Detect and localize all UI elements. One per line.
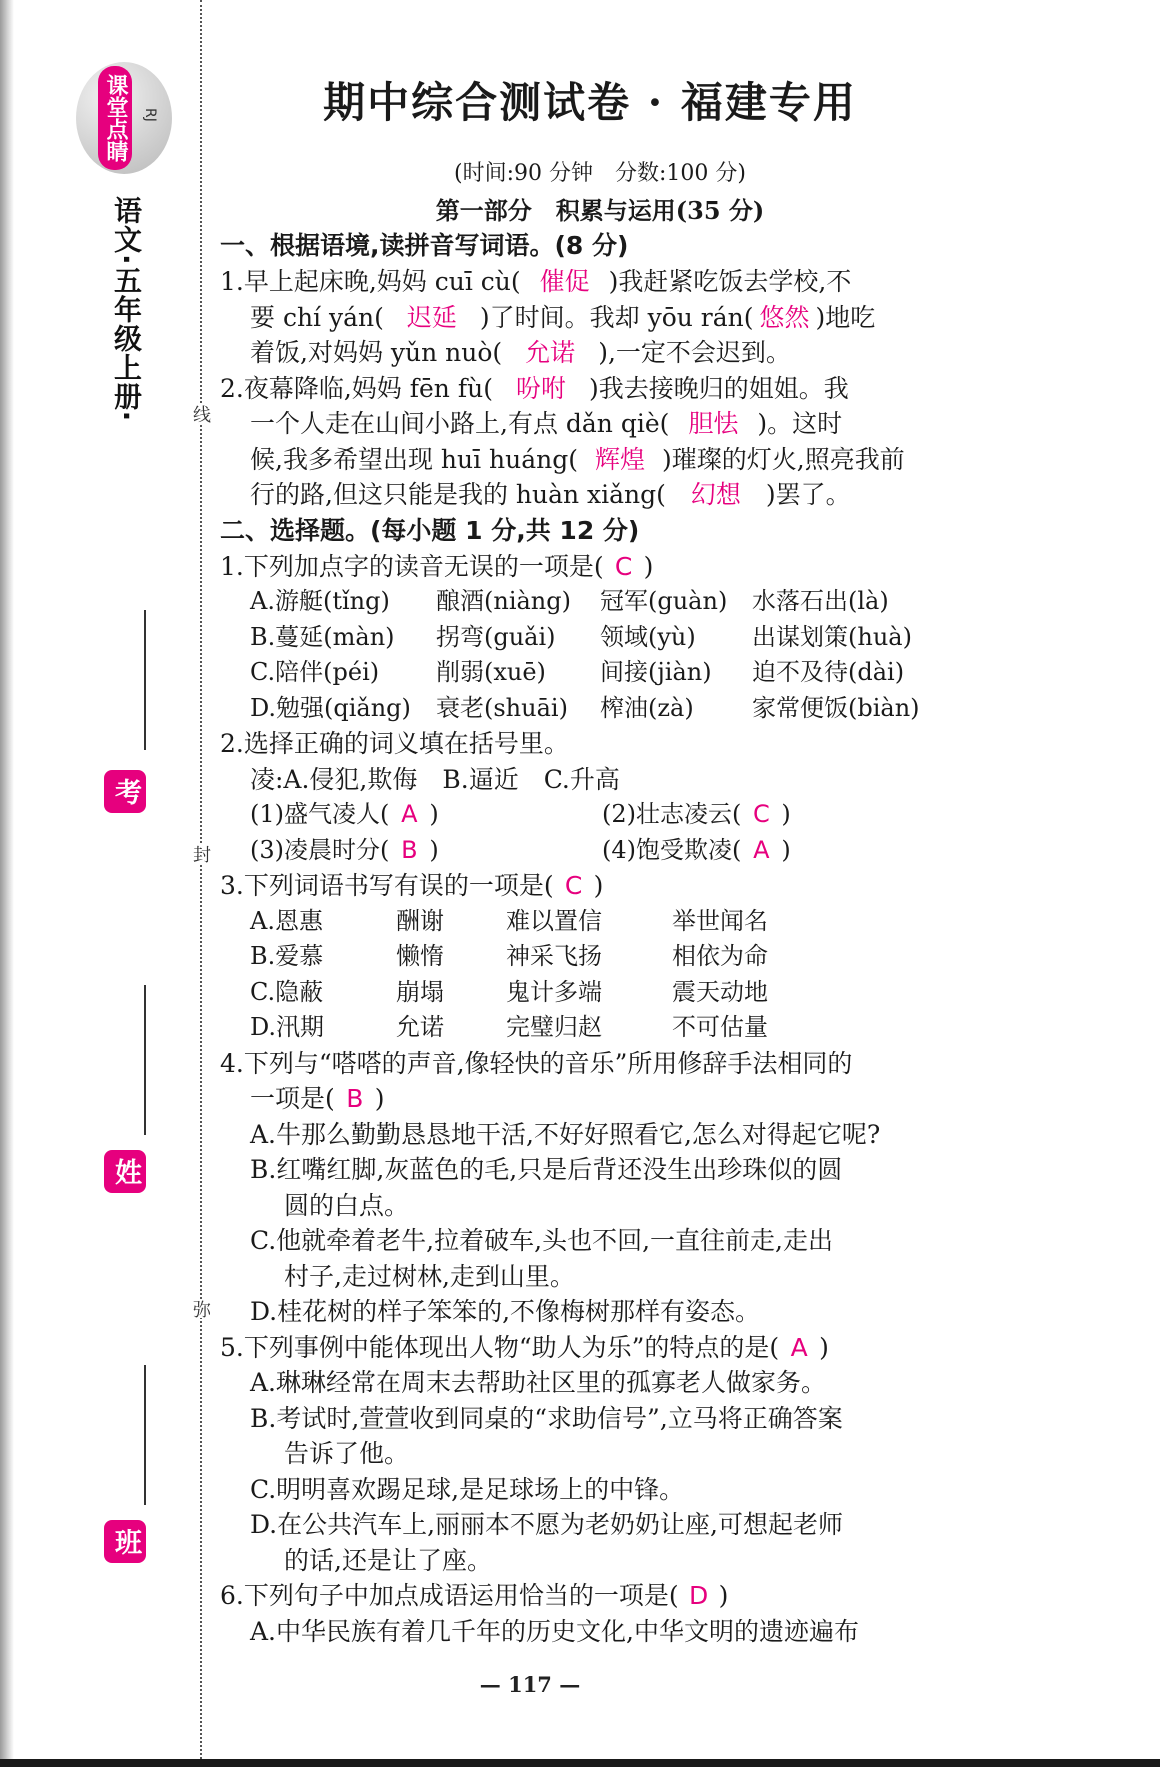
question-line: [220, 335, 940, 371]
option-text: D.桂花树的样子笨笨的,不像梅树那样有姿态。: [250, 1297, 761, 1326]
question-text: ): [374, 1084, 385, 1113]
class-line: [144, 1365, 146, 1505]
answer-text: A: [790, 1332, 808, 1362]
option-text: 懒惰: [396, 942, 444, 970]
name-line: [144, 985, 146, 1135]
option-text: C.他就牵着老牛,拉着破车,头也不回,一直往前走,走出: [250, 1226, 833, 1255]
answer-text: 辉煌: [595, 444, 646, 474]
section-heading: 一、根据语境,读拼音写词语。(8 分): [220, 231, 629, 260]
question-text: 一项是(: [250, 1084, 335, 1113]
option-text: 酿酒(niàng): [436, 587, 571, 615]
option-text: D.汛期: [250, 1013, 325, 1041]
option-text: 削弱(xuē): [436, 658, 546, 686]
option-text: 允诺: [396, 1013, 444, 1041]
question-line: [220, 1081, 940, 1117]
question-line: [220, 477, 940, 513]
option-text: D.勉强(qiǎng): [250, 693, 411, 722]
option-text: 告诉了他。: [284, 1439, 410, 1468]
option-text: 领域(yù): [600, 622, 696, 651]
option-row: [220, 1010, 940, 1046]
margin-mark-close: 弥: [190, 1300, 211, 1318]
answer-text: B: [401, 835, 418, 864]
option-text: 相依为命: [672, 942, 768, 970]
page-edge-shadow: [0, 0, 14, 1767]
question-text: 4.下列与“嗒嗒的声音,像轻快的音乐”所用修辞手法相同的: [220, 1048, 853, 1078]
question-text: ): [718, 1581, 729, 1610]
option-text: B.考试时,萱萱收到同桌的“求助信号”,立马将正确答案: [250, 1403, 843, 1433]
question-line: [220, 549, 940, 585]
option-row: [220, 655, 940, 691]
option-row: [220, 975, 940, 1011]
option-text: C.隐蔽: [250, 977, 324, 1006]
question-text: 一个人走在山间小路上,有点 dǎn qiè(: [250, 409, 670, 438]
answer-text: C: [752, 800, 770, 828]
question-text: )罢了。: [765, 480, 851, 509]
question-text: 1.下列加点字的读音无误的一项是(: [220, 551, 604, 581]
question-line: [220, 264, 940, 300]
option-text: D.在公共汽车上,丽丽本不愿为老奶奶让座,可想起老师: [250, 1510, 843, 1539]
option-text: 神采飞扬: [506, 942, 602, 970]
option-row: [220, 904, 940, 940]
option-text: 举世闻名: [672, 906, 768, 935]
answer-text: 催促: [539, 267, 590, 296]
option-text: 凌:A.侵犯,欺侮 B.逼近 C.升高: [250, 764, 620, 794]
question-line: [220, 1330, 940, 1366]
question-text: 着饭,对妈妈 yǔn nuò(: [250, 338, 503, 367]
answer-text: B: [346, 1084, 364, 1113]
part-heading: 第一部分 积累与运用(35 分): [435, 196, 765, 225]
option-text: 村子,走过树林,走到山里。: [284, 1261, 575, 1291]
answer-text: 吩咐: [515, 373, 566, 403]
question-text: )我去接晚归的姐姐。我: [588, 373, 849, 403]
question-line: [220, 442, 940, 478]
answer-text: 允诺: [525, 338, 576, 367]
question-text: 6.下列句子中加点成语运用恰当的一项是(: [220, 1581, 679, 1610]
badge-label: 课堂点睛: [98, 66, 132, 170]
exam-content: [220, 70, 940, 1649]
exam-info: (时间:90 分钟 分数:100 分): [454, 161, 746, 186]
exam-number-label: 考号: [104, 770, 146, 813]
option-text: 不可估量: [672, 1013, 768, 1041]
sub-item-text: (2)壮志凌云(: [602, 800, 742, 828]
option-text: 酬谢: [396, 906, 444, 935]
answer-text: 迟延: [406, 302, 457, 332]
question-text: )。这时: [757, 409, 843, 438]
question-text: )地吃: [815, 302, 876, 332]
option-text: 出谋划策(huà): [752, 622, 912, 651]
sub-item-text: (1)盛气凌人(: [250, 800, 390, 828]
option-text: 家常便饭(biàn): [752, 693, 920, 722]
question-text: ),一定不会迟到。: [598, 338, 791, 367]
question-text: ): [593, 871, 604, 900]
option-row: [220, 691, 940, 727]
option-row: [220, 939, 940, 975]
option-text: A.游艇(tǐng): [250, 587, 390, 615]
question-line: [220, 868, 940, 904]
question-line: [220, 406, 940, 442]
option-text: A.恩惠: [250, 906, 323, 935]
question-line: [220, 371, 940, 407]
option-text: 难以置信: [506, 906, 602, 935]
sub-item: (3)凌晨时分( B ): [250, 833, 602, 869]
question-text: ): [643, 551, 654, 581]
option-text: 水落石出(là): [752, 587, 889, 615]
sub-item: (4)饱受欺凌( A ): [602, 833, 791, 869]
section-heading: 二、选择题。(每小题 1 分,共 12 分): [220, 515, 640, 545]
question-text: 2.夜幕降临,妈妈 fēn fù(: [220, 373, 493, 403]
question-line: [220, 1578, 940, 1614]
question-text: ): [819, 1332, 829, 1362]
question-text: 3.下列词语书写有误的一项是(: [220, 871, 554, 900]
question-text: )了时间。我却 yōu rán(: [479, 302, 754, 332]
question-line: [220, 300, 940, 336]
option-text: C.陪伴(péi): [250, 658, 380, 686]
answer-text: C: [564, 871, 583, 900]
option-text: 圆的白点。: [284, 1190, 410, 1220]
binding-line: [200, 0, 202, 1767]
option-text: 迫不及待(dài): [752, 658, 905, 686]
sub-item: (2)壮志凌云( C ): [602, 797, 791, 833]
option-text: 崩塌: [396, 977, 444, 1006]
option-text: 完璧归赵: [506, 1013, 602, 1041]
question-text: 要 chí yán(: [250, 302, 384, 332]
answer-text: A: [753, 835, 770, 864]
option-row: [220, 797, 940, 833]
option-text: A.牛那么勤勤恳恳地干活,不好好照看它,怎么对得起它呢?: [250, 1119, 881, 1149]
option-text: A.中华民族有着几千年的历史文化,中华文明的遗迹遍布: [250, 1616, 859, 1646]
option-text: 榨油(zà): [600, 693, 694, 722]
option-text: B.爱慕: [250, 942, 324, 970]
option-row: [220, 620, 940, 656]
option-text: 的话,还是让了座。: [284, 1545, 492, 1575]
option-text: B.蔓延(màn): [250, 622, 395, 651]
page-title: 期中综合测试卷 · 福建专用: [323, 78, 857, 127]
answer-text: C: [614, 551, 633, 581]
sub-item: (1)盛气凌人( A ): [250, 797, 602, 833]
answer-text: 悠然: [759, 302, 810, 332]
answer-text: D: [688, 1581, 709, 1610]
sub-item-text: (3)凌晨时分(: [250, 835, 390, 864]
option-text: 鬼计多端: [506, 977, 602, 1006]
answer-text: 胆怯: [688, 409, 739, 438]
badge-sub: RJ: [142, 108, 158, 122]
question-text: 2.选择正确的词义填在括号里。: [220, 729, 569, 758]
bottom-bar: [0, 1759, 1160, 1767]
name-label: 姓名: [104, 1150, 146, 1193]
option-text: 拐弯(guǎi): [436, 622, 556, 651]
class-label: 班级: [104, 1520, 146, 1563]
option-row: [220, 584, 940, 620]
option-text: 衰老(shuāi): [436, 693, 568, 722]
book-title: 语文·五年级上册·: [110, 196, 143, 423]
question-text: 1.早上起床晚,妈妈 cuī cù(: [220, 267, 521, 296]
option-text: 冠军(guàn): [600, 587, 728, 615]
option-text: 震天动地: [672, 977, 768, 1006]
question-text: )我赶紧吃饭去学校,不: [608, 267, 852, 296]
option-text: A.琳琳经常在周末去帮助社区里的孤寡老人做家务。: [250, 1368, 827, 1397]
answer-text: A: [401, 800, 418, 828]
question-text: 5.下列事例中能体现出人物“助人为乐”的特点的是(: [220, 1332, 780, 1362]
question-text: 行的路,但这只能是我的 huàn xiǎng(: [250, 480, 666, 509]
option-text: C.明明喜欢踢足球,是足球场上的中锋。: [250, 1474, 685, 1504]
margin-mark-seal: 封: [190, 845, 211, 863]
question-text: )璀璨的灯火,照亮我前: [662, 444, 905, 474]
page-number: — 117 —: [479, 1672, 581, 1697]
option-text: 间接(jiàn): [600, 658, 712, 686]
question-text: 候,我多希望出现 huī huáng(: [250, 444, 579, 474]
margin-mark-line: 线: [190, 405, 211, 423]
answer-text: 幻想: [690, 480, 741, 509]
sub-item-text: (4)饱受欺凌(: [602, 835, 742, 864]
option-text: B.红嘴红脚,灰蓝色的毛,只是后背还没生出珍珠似的圆: [250, 1155, 843, 1184]
exam-number-line: [144, 610, 146, 750]
option-row: [220, 833, 940, 869]
